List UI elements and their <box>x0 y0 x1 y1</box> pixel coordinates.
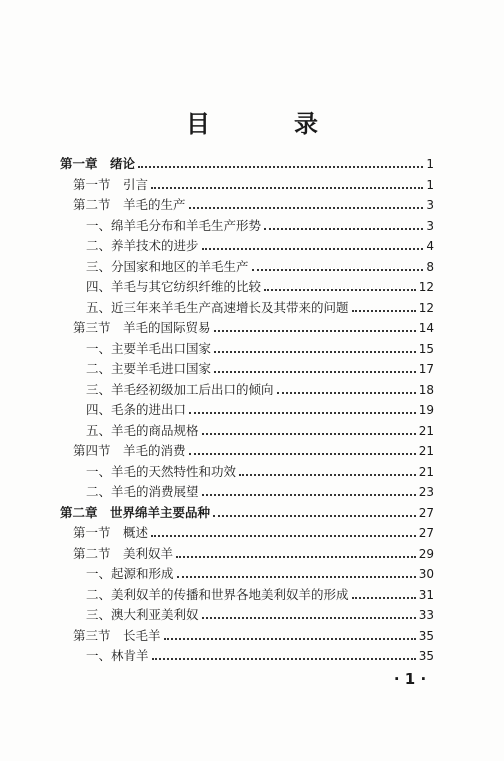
toc-entry-page: 17 <box>418 362 434 376</box>
toc-entry-item <box>86 277 434 297</box>
dot-leader <box>176 556 416 558</box>
toc-entry-page: 12 <box>418 280 434 294</box>
dot-leader <box>214 330 416 332</box>
toc-entry-item <box>86 236 434 256</box>
toc-entry-label: 第四节 羊毛的消费 <box>73 443 186 458</box>
toc-entry-label: 三、羊毛经初级加工后出口的倾向 <box>86 381 274 397</box>
toc-entry-page: 31 <box>418 587 434 602</box>
toc-entry-item <box>86 646 434 666</box>
toc-entry-item <box>86 380 434 400</box>
toc-entry-label: 二、主要羊毛进口国家 <box>86 361 212 376</box>
toc-entry-label: 第一章 绪论 <box>60 156 136 171</box>
toc-entry-page: 35 <box>418 628 434 643</box>
dot-leader <box>252 269 424 271</box>
dot-leader <box>189 207 424 209</box>
dot-leader <box>239 474 416 476</box>
dot-leader <box>151 187 423 189</box>
toc-entry-page: 4 <box>426 239 434 253</box>
dot-leader <box>277 392 416 394</box>
toc-entry-page: 27 <box>418 505 434 520</box>
dot-leader <box>202 494 416 496</box>
toc-entry-item <box>86 482 434 502</box>
toc-entry-section <box>73 175 434 195</box>
toc-entry-chapter <box>60 154 434 174</box>
dot-leader <box>152 658 416 660</box>
toc-entry-page: 29 <box>418 546 434 561</box>
toc-entry-label: 二、羊毛的消费展望 <box>86 484 199 499</box>
dot-leader <box>214 351 416 353</box>
dot-leader <box>164 638 416 640</box>
toc-entry-page: 14 <box>418 321 434 335</box>
toc-entry-label: 一、羊毛的天然特性和功效 <box>86 463 237 479</box>
toc-entry-section <box>73 626 434 646</box>
toc-entry-label: 第三节 羊毛的国际贸易 <box>73 320 211 335</box>
dot-leader <box>352 597 416 599</box>
toc-entry-label: 二、养羊技术的进步 <box>86 238 199 253</box>
toc-entry-label: 一、主要羊毛出口国家 <box>86 340 212 356</box>
toc-entry-label: 四、羊毛与其它纺织纤维的比较 <box>86 279 262 294</box>
dot-leader <box>264 289 416 291</box>
toc-entry-item <box>86 605 434 625</box>
toc-entry-page: 15 <box>418 341 434 356</box>
dot-leader <box>177 576 416 578</box>
toc-entry-item <box>86 257 434 277</box>
toc-entry-item <box>86 216 434 236</box>
toc-entry-page: 27 <box>418 526 434 540</box>
toc-entry-label: 第二节 美利奴羊 <box>73 545 174 561</box>
toc-entry-label: 四、毛条的进出口 <box>86 402 187 417</box>
dot-leader <box>264 228 423 230</box>
toc-entry-label: 第二章 世界绵羊主要品种 <box>60 504 211 520</box>
toc-entry-item <box>86 421 434 441</box>
toc-entry-label: 一、起源和形成 <box>86 566 174 581</box>
toc-entry-section <box>73 318 434 338</box>
toc-entry-page: 3 <box>426 218 434 233</box>
toc-entry-page: 8 <box>426 259 434 274</box>
toc-entry-section <box>73 195 434 215</box>
toc-entry-item <box>86 339 434 359</box>
toc-entry-page: 30 <box>418 567 434 581</box>
toc-entry-page: 21 <box>418 444 434 458</box>
dot-leader <box>189 412 416 414</box>
toc-entry-label: 第三节 长毛羊 <box>73 627 161 643</box>
dot-leader <box>138 166 423 168</box>
toc-entry-page: 12 <box>418 300 434 315</box>
toc-entry-page: 33 <box>418 608 434 622</box>
dot-leader <box>202 433 416 435</box>
toc-entry-page: 21 <box>418 464 434 479</box>
page-number: · 1 · <box>393 670 427 688</box>
toc-entry-page: 1 <box>426 157 434 171</box>
toc-entry-item <box>86 564 434 584</box>
toc-entry-item <box>86 462 434 482</box>
toc-entry-label: 第一节 引言 <box>73 176 149 192</box>
dot-leader <box>151 535 416 537</box>
dot-leader <box>214 371 416 373</box>
toc-entry-page: 19 <box>418 403 434 417</box>
dot-leader <box>352 310 416 312</box>
toc-entry-section <box>73 441 434 461</box>
toc-entry-section <box>73 544 434 564</box>
toc-entry-item <box>86 359 434 379</box>
toc-entry-label: 三、澳大利亚美利奴 <box>86 607 199 622</box>
toc-entry-chapter <box>60 503 434 523</box>
toc-entry-item <box>86 298 434 318</box>
toc-entry-label: 一、绵羊毛分布和羊毛生产形势 <box>86 217 262 233</box>
toc-entry-page: 18 <box>418 382 434 397</box>
toc-entry-item <box>86 585 434 605</box>
toc-entry-label: 五、羊毛的商品规格 <box>86 422 199 438</box>
dot-leader <box>202 617 416 619</box>
toc-entry-label: 第二节 羊毛的生产 <box>73 197 186 212</box>
toc-entry-section <box>73 523 434 543</box>
toc-entry-item <box>86 400 434 420</box>
toc-entry-label: 三、分国家和地区的羊毛生产 <box>86 258 249 274</box>
dot-leader <box>213 515 416 517</box>
toc-entry-page: 1 <box>426 177 434 192</box>
page-title: 目 录 <box>186 109 348 138</box>
dot-leader <box>189 453 416 455</box>
toc-entry-page: 21 <box>418 423 434 438</box>
toc-entry-label: 二、美利奴羊的传播和世界各地美利奴羊的形成 <box>86 586 349 602</box>
dot-leader <box>202 248 424 250</box>
toc-entry-page: 35 <box>418 649 434 663</box>
toc-entry-page: 3 <box>426 198 434 212</box>
toc-entry-label: 一、林肯羊 <box>86 648 149 663</box>
toc-entry-label: 第一节 概述 <box>73 525 149 540</box>
toc-entry-page: 23 <box>418 485 434 499</box>
toc-entry-label: 五、近三年来羊毛生产高速增长及其带来的问题 <box>86 299 349 315</box>
